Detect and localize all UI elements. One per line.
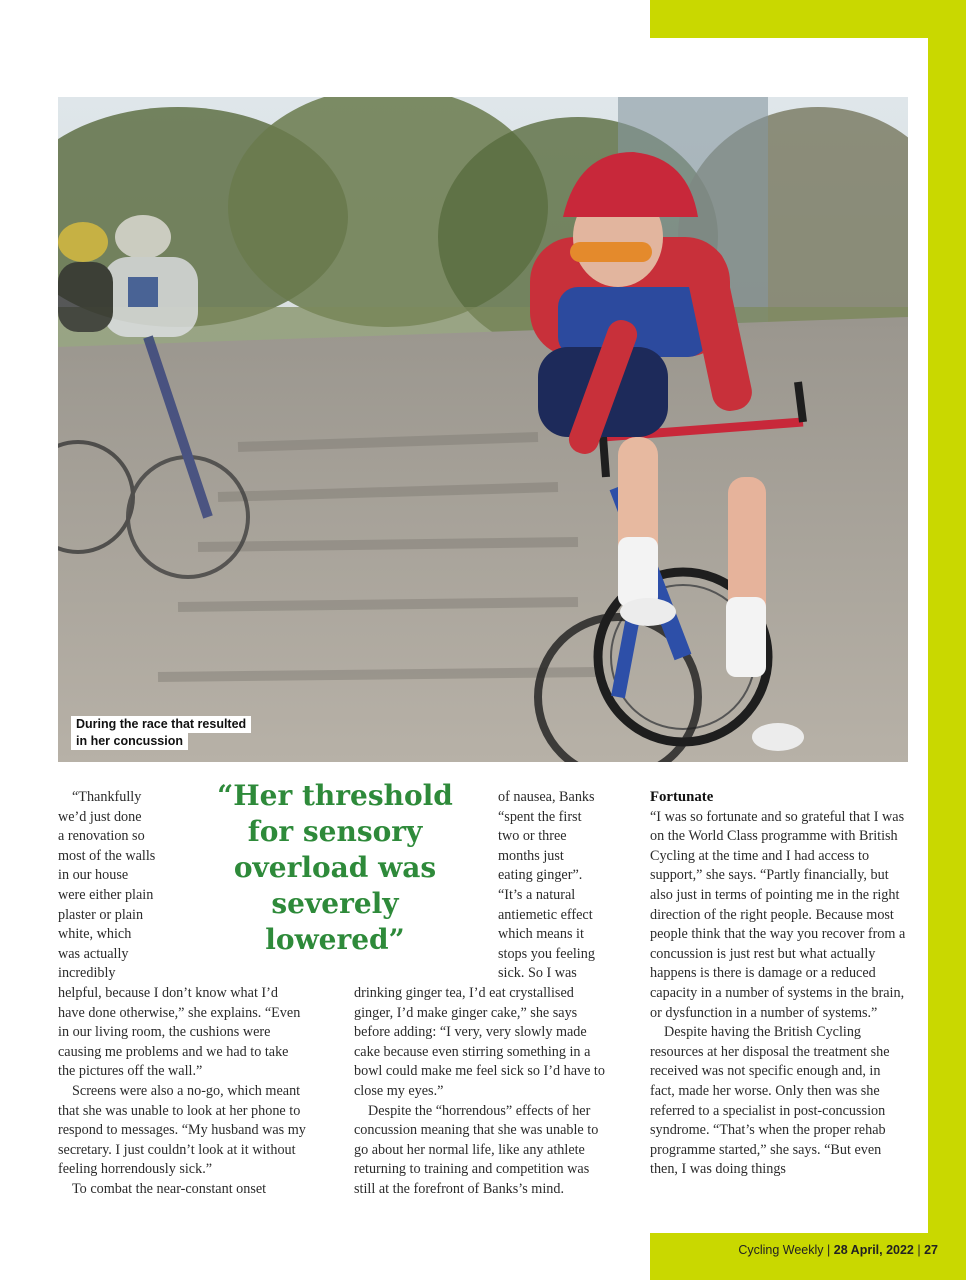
caption-line-1: During the race that resulted bbox=[71, 716, 251, 733]
text-line: “It’s a natural bbox=[498, 886, 576, 903]
page-number: 27 bbox=[924, 1243, 938, 1257]
text-line: antiemetic effect bbox=[498, 906, 593, 923]
cyclist-illustration bbox=[58, 97, 908, 762]
text-line: of nausea, Banks bbox=[498, 789, 595, 805]
text-line: was actually bbox=[58, 945, 129, 962]
quote-line: overload was bbox=[233, 851, 437, 884]
text-line: a renovation so bbox=[58, 828, 145, 845]
caption-line-2: in her concussion bbox=[71, 733, 188, 750]
publication-name: Cycling Weekly bbox=[738, 1243, 824, 1257]
text-line: “spent the first bbox=[498, 808, 582, 825]
accent-bar-top bbox=[650, 0, 966, 38]
text-line: incredibly bbox=[58, 965, 116, 982]
text-line: were either plain bbox=[58, 886, 154, 903]
text-line: eating ginger”. bbox=[498, 867, 583, 884]
article-column-3 bbox=[650, 788, 908, 1180]
issue-date: 28 April, 2022 bbox=[833, 1243, 914, 1257]
text-line: sick. So I was bbox=[498, 965, 577, 982]
text-line: two or three bbox=[498, 828, 567, 845]
quote-line: lowered” bbox=[265, 923, 405, 956]
separator: | bbox=[913, 1243, 925, 1257]
text-line: months just bbox=[498, 847, 564, 864]
paragraph: Despite having the British Cycling resources at her disposal the treatment she received was not specific enough and, in fact, made her worse. Only then was she referred to a specialist in post-concussion syndrome. “That’s when the proper rehab programme started,” she says. “But even then, I was doing things bbox=[650, 1024, 890, 1178]
article-column-2 bbox=[354, 788, 612, 1199]
text-line: in our house bbox=[58, 867, 129, 884]
accent-bar-side bbox=[928, 38, 966, 1238]
page-footer bbox=[650, 1233, 938, 1267]
text-line: most of the walls bbox=[58, 847, 156, 864]
separator: | bbox=[823, 1243, 834, 1257]
column-1-narrow-block bbox=[58, 788, 188, 984]
quote-line: severely bbox=[271, 887, 399, 920]
text-line: stops you feeling bbox=[498, 945, 595, 962]
column-2-narrow-block bbox=[498, 788, 612, 984]
quote-line: for sensory bbox=[247, 815, 423, 848]
text-line: plaster or plain bbox=[58, 906, 144, 923]
photo-caption bbox=[71, 716, 251, 750]
text-line: white, which bbox=[58, 926, 132, 943]
paragraph: Screens were also a no-go, which meant that she was unable to look at her phone to respond to messages. “My husband was my secretary. I just couldn’t look at it without feeling horrendously sick.” bbox=[58, 1082, 306, 1178]
paragraph: To combat the near-constant onset bbox=[72, 1180, 267, 1197]
paragraph: helpful, because I don’t know what I’d have done otherwise,” she explains. “Even in our living room, the cushions were causing me problems and we had to take the pictures off the wall.” bbox=[58, 984, 301, 1080]
paragraph: drinking ginger tea, I’d eat crystallised ginger, I’d make ginger cake,” she says before adding: “I very, very slowly made cake because even stirring something in a bowl could make me feel sick so I’d have to close my eyes.” bbox=[354, 984, 605, 1099]
paragraph: “I was so fortunate and so grateful that I was on the World Class programme with British Cycling at the time and I had access to support,” she says. “Partly financially, but also just in terms of pointing me in the right direction of the right people. Because most people think that the way you recover from a concussion is just rest but what actually happens is there is damage or a reduced capacity in a number of systems in the brain, or dysfunction in a number of systems.” bbox=[650, 808, 906, 1021]
text-line: which means it bbox=[498, 926, 584, 943]
text-line: “Thankfully bbox=[72, 789, 142, 805]
subheading: Fortunate bbox=[650, 789, 714, 805]
paragraph: Despite the “horrendous” effects of her concussion meaning that she was unable to go about her normal life, like any athlete returning to training and competition was still at the forefront of Banks’s mind. bbox=[354, 1102, 599, 1197]
race-photo bbox=[58, 97, 908, 762]
quote-line: “Her threshold bbox=[217, 779, 453, 812]
text-line: we’d just done bbox=[58, 808, 142, 825]
